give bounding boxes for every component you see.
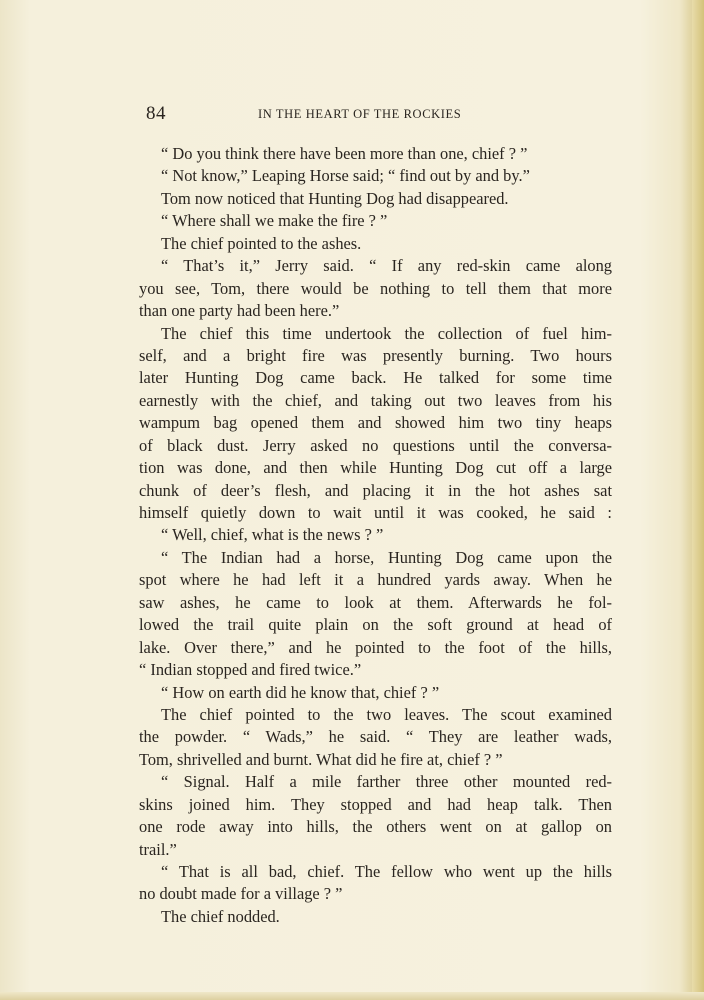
text-line: lowed the trail quite plain on the soft ground at head of bbox=[139, 615, 612, 635]
page-header bbox=[146, 103, 616, 127]
text-line: “ Where shall we make the fire ? ” bbox=[161, 211, 388, 231]
text-line: “ Not know,” Leaping Horse said; “ find out by and by.” bbox=[161, 166, 530, 186]
text-line: than one party had been here.” bbox=[139, 301, 340, 321]
text-line: Tom, shrivelled and burnt. What did he fire at, chief ? ” bbox=[139, 749, 503, 769]
text-line: saw ashes, he came to look at them. Afterwards he fol- bbox=[139, 592, 612, 612]
text-line: trail.” bbox=[139, 839, 177, 859]
running-head: IN THE HEART OF THE ROCKIES bbox=[258, 107, 462, 121]
text-line: wampum bag opened them and showed him two tiny heaps bbox=[139, 413, 612, 433]
text-line: self, and a bright fire was presently burning. Two hours bbox=[139, 345, 612, 365]
text-line: lake. Over there,” and he pointed to the foot of the hills, bbox=[139, 637, 612, 657]
text-line: “ Do you think there have been more than one, chief ? ” bbox=[161, 144, 528, 163]
text-line: Tom now noticed that Hunting Dog had disappeared. bbox=[161, 188, 509, 208]
text-line: himself quietly down to wait until it was cooked, he said : bbox=[139, 503, 612, 522]
text-line: tion was done, and then while Hunting Dog cut off a large bbox=[139, 458, 612, 478]
page-number: 84 bbox=[146, 103, 166, 124]
text-line: The chief pointed to the ashes. bbox=[161, 233, 362, 253]
text-line: you see, Tom, there would be nothing to tell them that more bbox=[139, 278, 612, 298]
text-line: “ That is all bad, chief. The fellow who went up the hills bbox=[161, 862, 612, 881]
text-line: The chief nodded. bbox=[161, 906, 280, 926]
text-line: The chief pointed to the two leaves. The scout examined bbox=[161, 704, 612, 724]
text-line: “ Well, chief, what is the news ? ” bbox=[161, 525, 384, 545]
text-line: “ How on earth did he know that, chief ? ” bbox=[161, 682, 440, 702]
text-line: “ That’s it,” Jerry said. “ If any red-skin came along bbox=[161, 256, 612, 276]
text-line: skins joined him. They stopped and had heap talk. Then bbox=[139, 794, 612, 814]
text-line: one rode away into hills, the others went on at gallop on bbox=[139, 817, 612, 837]
text-line: spot where he had left it a hundred yards away. When he bbox=[139, 570, 612, 590]
text-line: earnestly with the chief, and taking out two leaves from his bbox=[139, 390, 612, 410]
text-line: chunk of deer’s flesh, and placing it in the hot ashes sat bbox=[139, 480, 612, 500]
text-line: “ Signal. Half a mile farther three other mounted red- bbox=[161, 772, 612, 792]
text-line: The chief this time undertook the collection of fuel him- bbox=[161, 323, 612, 343]
text-line: “ Indian stopped and fired twice.” bbox=[139, 660, 362, 680]
body-text bbox=[139, 143, 612, 928]
text-line: “ The Indian had a horse, Hunting Dog came upon the bbox=[161, 547, 612, 567]
text-line: no doubt made for a village ? ” bbox=[139, 884, 343, 904]
text-line: later Hunting Dog came back. He talked for some time bbox=[139, 368, 612, 388]
text-line: of black dust. Jerry asked no questions until the conversa- bbox=[139, 435, 612, 455]
text-line: the powder. “ Wads,” he said. “ They are leather wads, bbox=[139, 727, 612, 747]
page-edge-right bbox=[692, 0, 704, 1000]
page-edge-bottom bbox=[0, 992, 704, 1000]
